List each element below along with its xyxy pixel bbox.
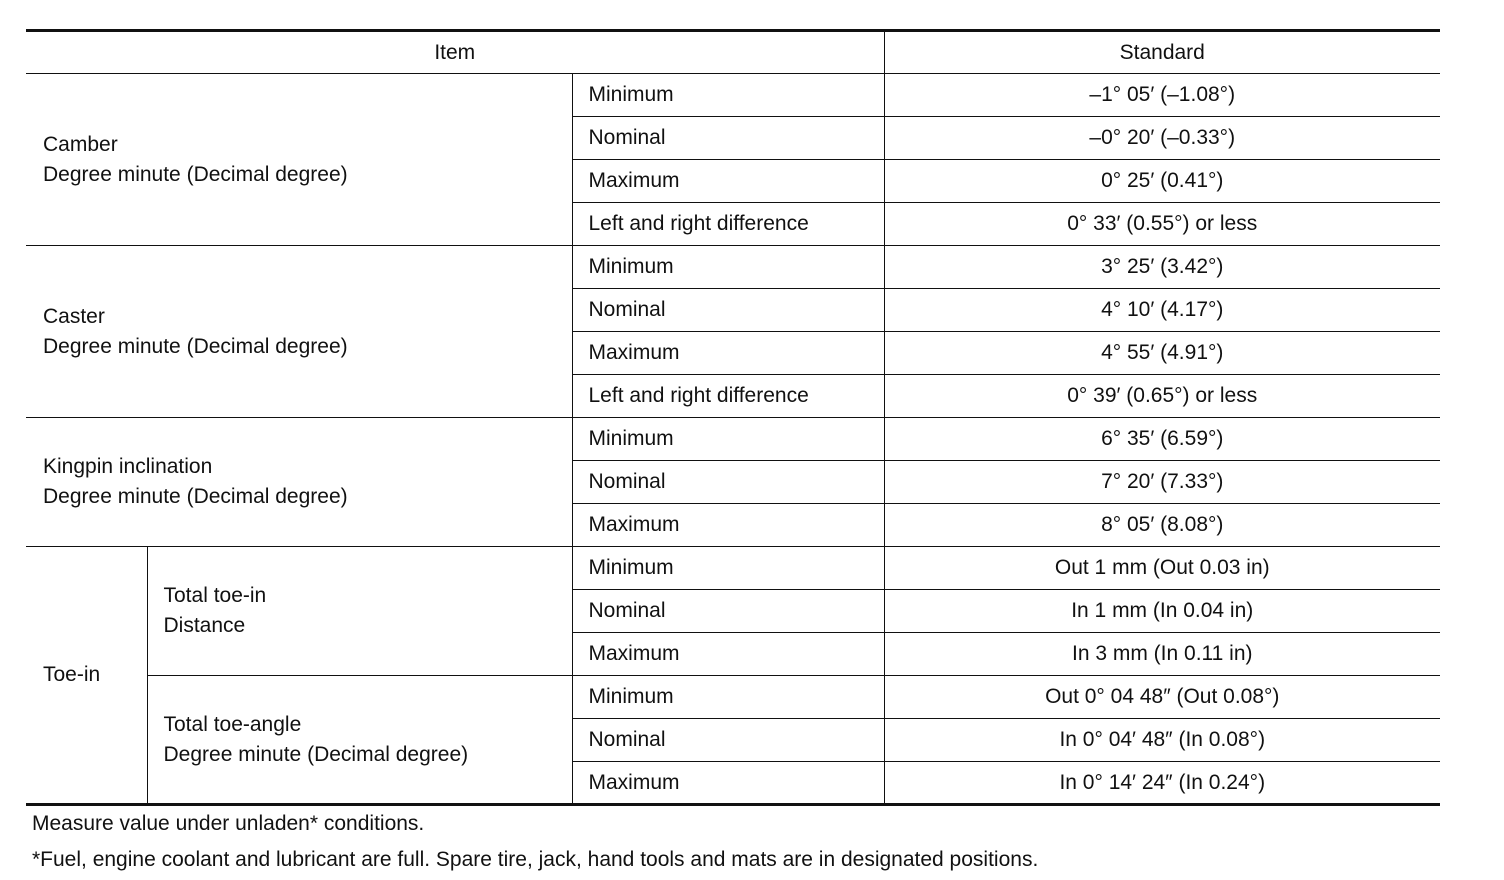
caster-value-minimum: 3° 25′ (3.42°) <box>884 246 1440 289</box>
kingpin-level-maximum: Maximum <box>572 504 884 547</box>
camber-label-line1: Camber <box>43 132 118 156</box>
toe-angle-level-maximum: Maximum <box>572 762 884 805</box>
table-row <box>26 418 1440 461</box>
toe-in-level-maximum: Maximum <box>572 633 884 676</box>
kingpin-label-line1: Kingpin inclination <box>43 455 213 478</box>
caster-level-maximum: Maximum <box>572 332 884 375</box>
total-toe-angle-label <box>147 676 572 805</box>
table-header-row <box>26 31 1440 74</box>
toe-angle-level-minimum: Minimum <box>572 676 884 719</box>
caster-level-minimum: Minimum <box>572 246 884 289</box>
caster-level-difference: Left and right difference <box>572 375 884 418</box>
kingpin-value-nominal: 7° 20′ (7.33°) <box>884 461 1440 504</box>
kingpin-value-minimum: 6° 35′ (6.59°) <box>884 418 1440 461</box>
toe-in-value-maximum: In 3 mm (In 0.11 in) <box>884 633 1440 676</box>
unladen-definition-note: *Fuel, engine coolant and lubricant are full. Spare tire, jack, hand tools and mats are in designated positions. <box>32 848 1039 871</box>
camber-value-difference: 0° 33′ (0.55°) or less <box>884 203 1440 246</box>
header-standard: Standard <box>884 31 1440 74</box>
total-toe-in-label <box>147 547 572 676</box>
camber-level-maximum: Maximum <box>572 160 884 203</box>
toe-angle-value-minimum: Out 0° 04 48″ (Out 0.08°) <box>884 676 1440 719</box>
unladen-note: Measure value under unladen* conditions. <box>32 812 425 835</box>
caster-label <box>26 246 572 418</box>
camber-value-nominal: –0° 20′ (–0.33°) <box>884 117 1440 160</box>
toe-in-label: Toe-in <box>26 547 147 805</box>
kingpin-label <box>26 418 572 547</box>
header-item: Item <box>26 31 884 74</box>
table-row <box>26 547 1440 590</box>
kingpin-label-line2: Degree minute (Decimal degree) <box>43 485 348 508</box>
kingpin-level-nominal: Nominal <box>572 461 884 504</box>
table-row <box>26 74 1440 117</box>
toe-in-level-minimum: Minimum <box>572 547 884 590</box>
caster-value-nominal: 4° 10′ (4.17°) <box>884 289 1440 332</box>
table-row <box>26 676 1440 719</box>
camber-value-minimum: –1° 05′ (–1.08°) <box>884 74 1440 117</box>
toe-in-level-nominal: Nominal <box>572 590 884 633</box>
camber-value-maximum: 0° 25′ (0.41°) <box>884 160 1440 203</box>
caster-level-nominal: Nominal <box>572 289 884 332</box>
table-row <box>26 246 1440 289</box>
caster-label-line1: Caster <box>43 304 105 328</box>
kingpin-level-minimum: Minimum <box>572 418 884 461</box>
toe-angle-value-nominal: In 0° 04′ 48″ (In 0.08°) <box>884 719 1440 762</box>
camber-level-nominal: Nominal <box>572 117 884 160</box>
wheel-alignment-spec-table <box>26 29 1440 806</box>
total-toe-angle-label-line2: Degree minute (Decimal degree) <box>163 742 469 766</box>
camber-level-difference: Left and right difference <box>572 203 884 246</box>
camber-level-minimum: Minimum <box>572 74 884 117</box>
total-toe-in-label-line2: Distance <box>163 614 246 637</box>
caster-value-difference: 0° 39′ (0.65°) or less <box>884 375 1440 418</box>
caster-value-maximum: 4° 55′ (4.91°) <box>884 332 1440 375</box>
camber-label-line2: Degree minute (Decimal degree) <box>43 162 348 186</box>
toe-angle-level-nominal: Nominal <box>572 719 884 762</box>
toe-in-value-minimum: Out 1 mm (Out 0.03 in) <box>884 547 1440 590</box>
toe-in-value-nominal: In 1 mm (In 0.04 in) <box>884 590 1440 633</box>
camber-label <box>26 74 572 246</box>
caster-label-line2: Degree minute (Decimal degree) <box>43 334 348 358</box>
toe-angle-value-maximum: In 0° 14′ 24″ (In 0.24°) <box>884 762 1440 805</box>
total-toe-angle-label-line1: Total toe-angle <box>163 712 302 736</box>
kingpin-value-maximum: 8° 05′ (8.08°) <box>884 504 1440 547</box>
total-toe-in-label-line1: Total toe-in <box>163 584 267 607</box>
